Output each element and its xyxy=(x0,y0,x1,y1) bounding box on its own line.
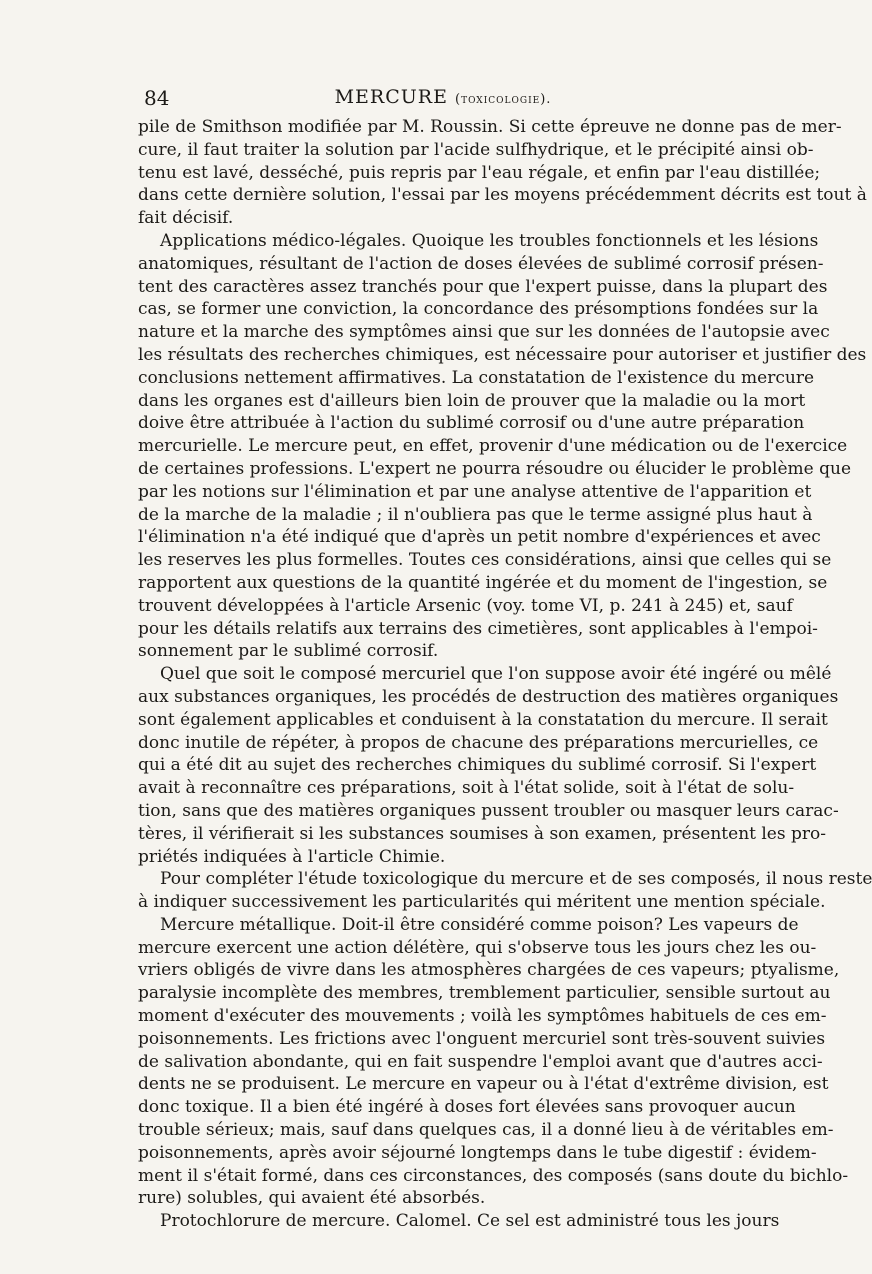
text-line: paralysie incomplète des membres, tremblement particulier, sensible surtout au xyxy=(138,983,831,1004)
text-line: sonnement par le sublimé corrosif. xyxy=(138,641,439,662)
text-line: poisonnements. Les frictions avec l'onguent mercuriel sont très-souvent suivies xyxy=(138,1028,826,1049)
text-line: poisonnements, après avoir séjourné longtemps dans le tube digestif : évidem- xyxy=(138,1142,817,1163)
text-line: donc inutile de répéter, à propos de chacune des préparations mercurielles, ce xyxy=(138,732,819,753)
text-line: trouble sérieux; mais, sauf dans quelques cas, il a donné lieu à de véritables em- xyxy=(138,1120,834,1141)
text-line: de salivation abondante, qui en fait suspendre l'emploi avant que d'autres acci- xyxy=(138,1051,823,1072)
text-line: donc toxique. Il a bien été ingéré à doses fort élevées sans provoquer aucun xyxy=(138,1097,796,1118)
text-line: tent des caractères assez tranchés pour que l'expert puisse, dans la plupart des xyxy=(138,276,828,297)
text-line: cure, il faut traiter la solution par l'acide sulfhydrique, et le précipité ainsi ob- xyxy=(138,139,814,160)
text-line: nature et la marche des symptômes ainsi que sur les données de l'autopsie avec xyxy=(138,322,830,343)
running-head-title: MERCURE xyxy=(334,86,448,108)
text-line: aux substances organiques, les procédés de destruction des matières organiques xyxy=(138,686,839,707)
text-line: rure) solubles, qui avaient été absorbés. xyxy=(138,1188,486,1209)
text-line: Applications médico-légales. Quoique les troubles fonctionnels et les lésions xyxy=(160,230,819,251)
text-line: dans les organes est d'ailleurs bien loin de prouver que la maladie ou la mort xyxy=(138,390,806,411)
text-line: vriers obligés de vivre dans les atmosphères chargées de ces vapeurs; ptyalisme, xyxy=(138,960,840,981)
text-line: Pour compléter l'étude toxicologique du mercure et de ses composés, il nous reste xyxy=(160,869,872,890)
text-line: par les notions sur l'élimination et par une analyse attentive de l'apparition et xyxy=(138,481,812,502)
text-line: trouvent développées à l'article Arsenic (voy. tome VI, p. 241 à 245) et, sauf xyxy=(138,595,793,616)
text-line: mercure exercent une action délétère, qui s'observe tous les jours chez les ou- xyxy=(138,937,817,958)
text-line: ment il s'était formé, dans ces circonstances, des composés (sans doute du bichlo- xyxy=(138,1165,849,1186)
text-line: tenu est lavé, desséché, puis repris par l'eau régale, et enfin par l'eau distillée; xyxy=(138,162,821,183)
text-line: dans cette dernière solution, l'essai par les moyens précédemment décrits est tout à xyxy=(138,185,867,206)
text-line: les résultats des recherches chimiques, est nécessaire pour autoriser et justifier des xyxy=(138,344,867,365)
text-line: rapportent aux questions de la quantité ingérée et du moment de l'ingestion, se xyxy=(138,572,828,593)
text-line: Mercure métallique. Doit-il être considéré comme poison? Les vapeurs de xyxy=(160,914,799,935)
text-line: à indiquer successivement les particularités qui méritent une mention spéciale. xyxy=(138,892,826,913)
text-line: tères, il vérifierait si les substances soumises à son examen, présentent les pro- xyxy=(138,823,826,844)
text-line: qui a été dit au sujet des recherches chimiques du sublimé corrosif. Si l'expert xyxy=(138,755,817,776)
page-header xyxy=(138,84,748,114)
text-line: tion, sans que des matières organiques pussent troubler ou masquer leurs carac- xyxy=(138,800,839,821)
text-line: mercurielle. Le mercure peut, en effet, provenir d'une médication ou de l'exercice xyxy=(138,436,848,457)
text-line: Protochlorure de mercure. Calomel. Ce sel est administré tous les jours xyxy=(160,1211,780,1232)
body-text xyxy=(138,116,872,1233)
text-line: de certaines professions. L'expert ne pourra résoudre ou élucider le problème que xyxy=(138,458,852,479)
text-line: sont également applicables et conduisent à la constatation du mercure. Il serait xyxy=(138,709,828,730)
text-line: de la marche de la maladie ; il n'oubliera pas que le terme assigné plus haut à xyxy=(138,504,813,525)
text-line: conclusions nettement affirmatives. La constatation de l'existence du mercure xyxy=(138,367,815,388)
text-line: dents ne se produisent. Le mercure en vapeur ou à l'état d'extrême division, est xyxy=(138,1074,829,1095)
text-line: pour les détails relatifs aux terrains des cimetières, sont applicables à l'empoi- xyxy=(138,618,818,639)
text-line: cas, se former une conviction, la concordance des présomptions fondées sur la xyxy=(138,299,819,320)
running-head xyxy=(138,86,748,108)
text-line: Quel que soit le composé mercuriel que l'on suppose avoir été ingéré ou mêlé xyxy=(160,664,832,685)
text-line: anatomiques, résultant de l'action de doses élevées de sublimé corrosif présen- xyxy=(138,253,824,274)
text-line: pile de Smithson modifiée par M. Roussin. Si cette épreuve ne donne pas de mer- xyxy=(138,117,842,137)
text-line: fait décisif. xyxy=(138,208,234,229)
text-line: l'élimination n'a été indiqué que d'après un petit nombre d'expériences et avec xyxy=(138,527,821,548)
running-head-subtitle: (toxicologie). xyxy=(455,92,552,107)
text-line: moment d'exécuter des mouvements ; voilà les symptômes habituels de ces em- xyxy=(138,1006,827,1027)
text-line: avait à reconnaître ces préparations, soit à l'état solide, soit à l'état de solu- xyxy=(138,778,795,799)
text-line: les reserves les plus formelles. Toutes ces considérations, ainsi que celles qui se xyxy=(138,550,832,571)
page-number: 84 xyxy=(144,86,170,110)
text-line: doive être attribuée à l'action du sublimé corrosif ou d'une autre préparation xyxy=(138,413,805,434)
text-line: priétés indiquées à l'article Chimie. xyxy=(138,846,446,867)
